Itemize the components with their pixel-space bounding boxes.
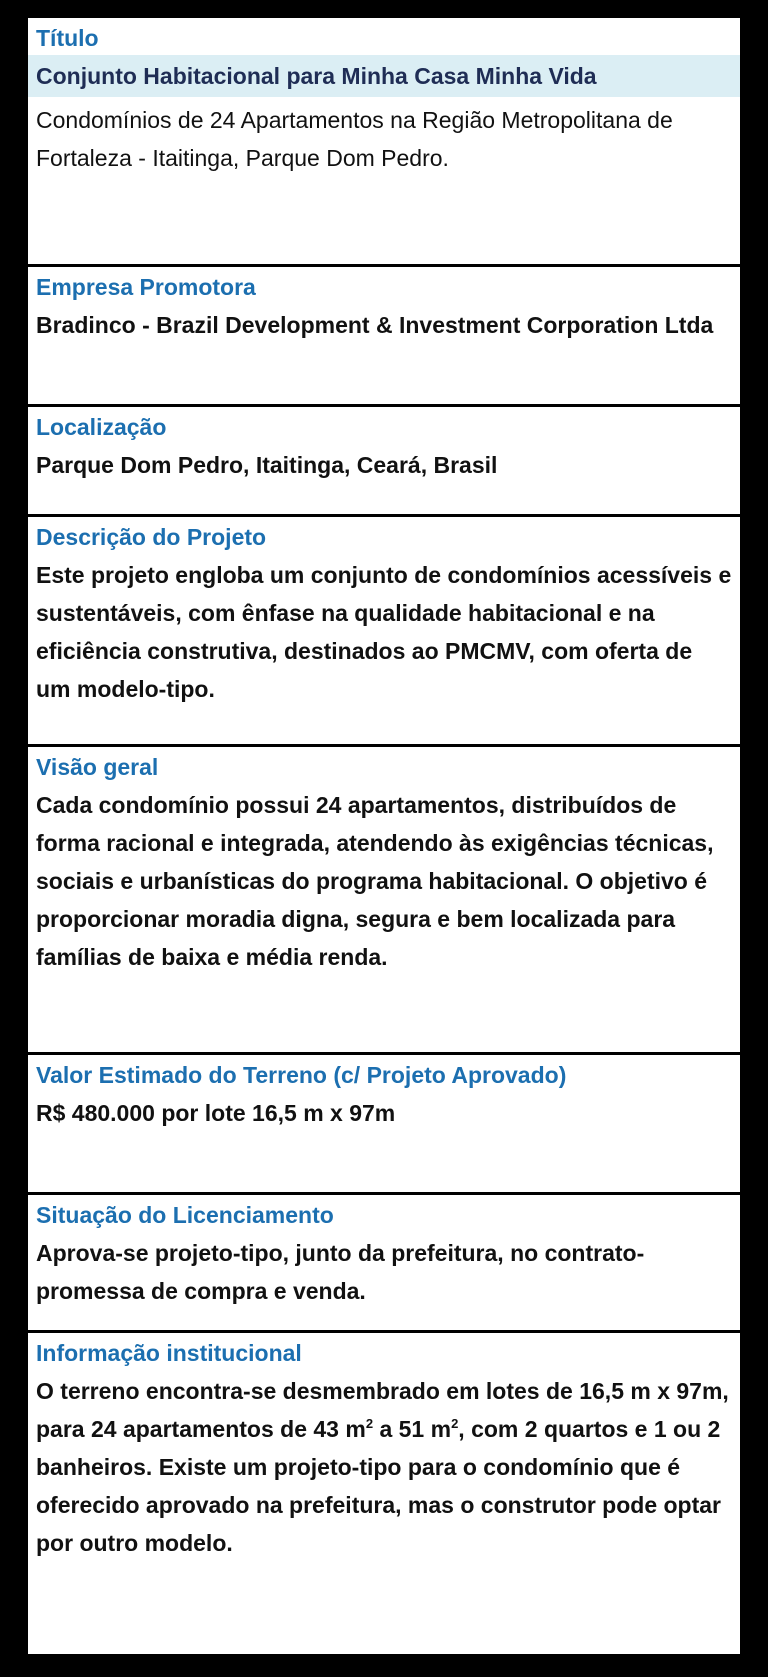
licenciamento-heading: Situação do Licenciamento bbox=[36, 1202, 334, 1228]
licenciamento-value: Aprova-se projeto-tipo, junto da prefeitura, no contrato-promessa de compra e venda. bbox=[36, 1240, 645, 1304]
section-descricao bbox=[28, 514, 740, 744]
section-licenciamento bbox=[28, 1192, 740, 1330]
visao-value: Cada condomínio possui 24 apartamentos, distribuídos de forma racional e integrada, atendendo às exigências técnicas, sociais e urbanísticas do programa habitacional. O objetivo é proporcionar moradia digna, segura e bem localizada para famílias de baixa e média renda. bbox=[36, 792, 714, 970]
descricao-heading: Descrição do Projeto bbox=[36, 524, 267, 550]
informacao-heading: Informação institucional bbox=[36, 1340, 302, 1366]
valor-heading: Valor Estimado do Terreno (c/ Projeto Aprovado) bbox=[36, 1062, 567, 1088]
section-visao-geral bbox=[28, 744, 740, 1052]
empresa-heading: Empresa Promotora bbox=[36, 274, 256, 300]
localizacao-value: Parque Dom Pedro, Itaitinga, Ceará, Brasil bbox=[36, 452, 498, 478]
section-informacao bbox=[28, 1330, 740, 1654]
empresa-value: Bradinco - Brazil Development & Investment Corporation Ltda bbox=[36, 312, 714, 338]
informacao-text-1: O terreno encontra-se desmembrado em lotes de 16,5 m x 97m, para 24 apartamentos de 43 m bbox=[36, 1378, 729, 1442]
section-titulo bbox=[28, 18, 740, 264]
descricao-value: Este projeto engloba um conjunto de condomínios acessíveis e sustentáveis, com ênfase na qualidade habitacional e na eficiência construtiva, destinados ao PMCMV, com oferta de um modelo-tipo. bbox=[36, 562, 732, 702]
squared-superscript-2: 2 bbox=[451, 1416, 459, 1431]
section-valor bbox=[28, 1052, 740, 1192]
section-localizacao bbox=[28, 404, 740, 514]
titulo-description: Condomínios de 24 Apartamentos na Região Metropolitana de Fortaleza - Itaitinga, Parque Dom Pedro. bbox=[36, 107, 673, 171]
localizacao-heading: Localização bbox=[36, 414, 167, 440]
project-name: Conjunto Habitacional para Minha Casa Minha Vida bbox=[28, 55, 740, 97]
informacao-value bbox=[36, 1372, 732, 1562]
informacao-text-2: a 51 m bbox=[373, 1416, 452, 1442]
informacao-text-3: , com 2 quartos e 1 ou 2 banheiros. Existe um projeto-tipo para o condomínio que é oferecido aprovado na prefeitura, mas o construtor pode optar por outro modelo. bbox=[36, 1416, 722, 1556]
visao-heading: Visão geral bbox=[36, 754, 159, 780]
project-sheet bbox=[28, 18, 740, 1654]
titulo-heading: Título bbox=[36, 25, 99, 51]
valor-value: R$ 480.000 por lote 16,5 m x 97m bbox=[36, 1100, 396, 1126]
section-empresa bbox=[28, 264, 740, 404]
squared-superscript-1: 2 bbox=[365, 1416, 374, 1431]
